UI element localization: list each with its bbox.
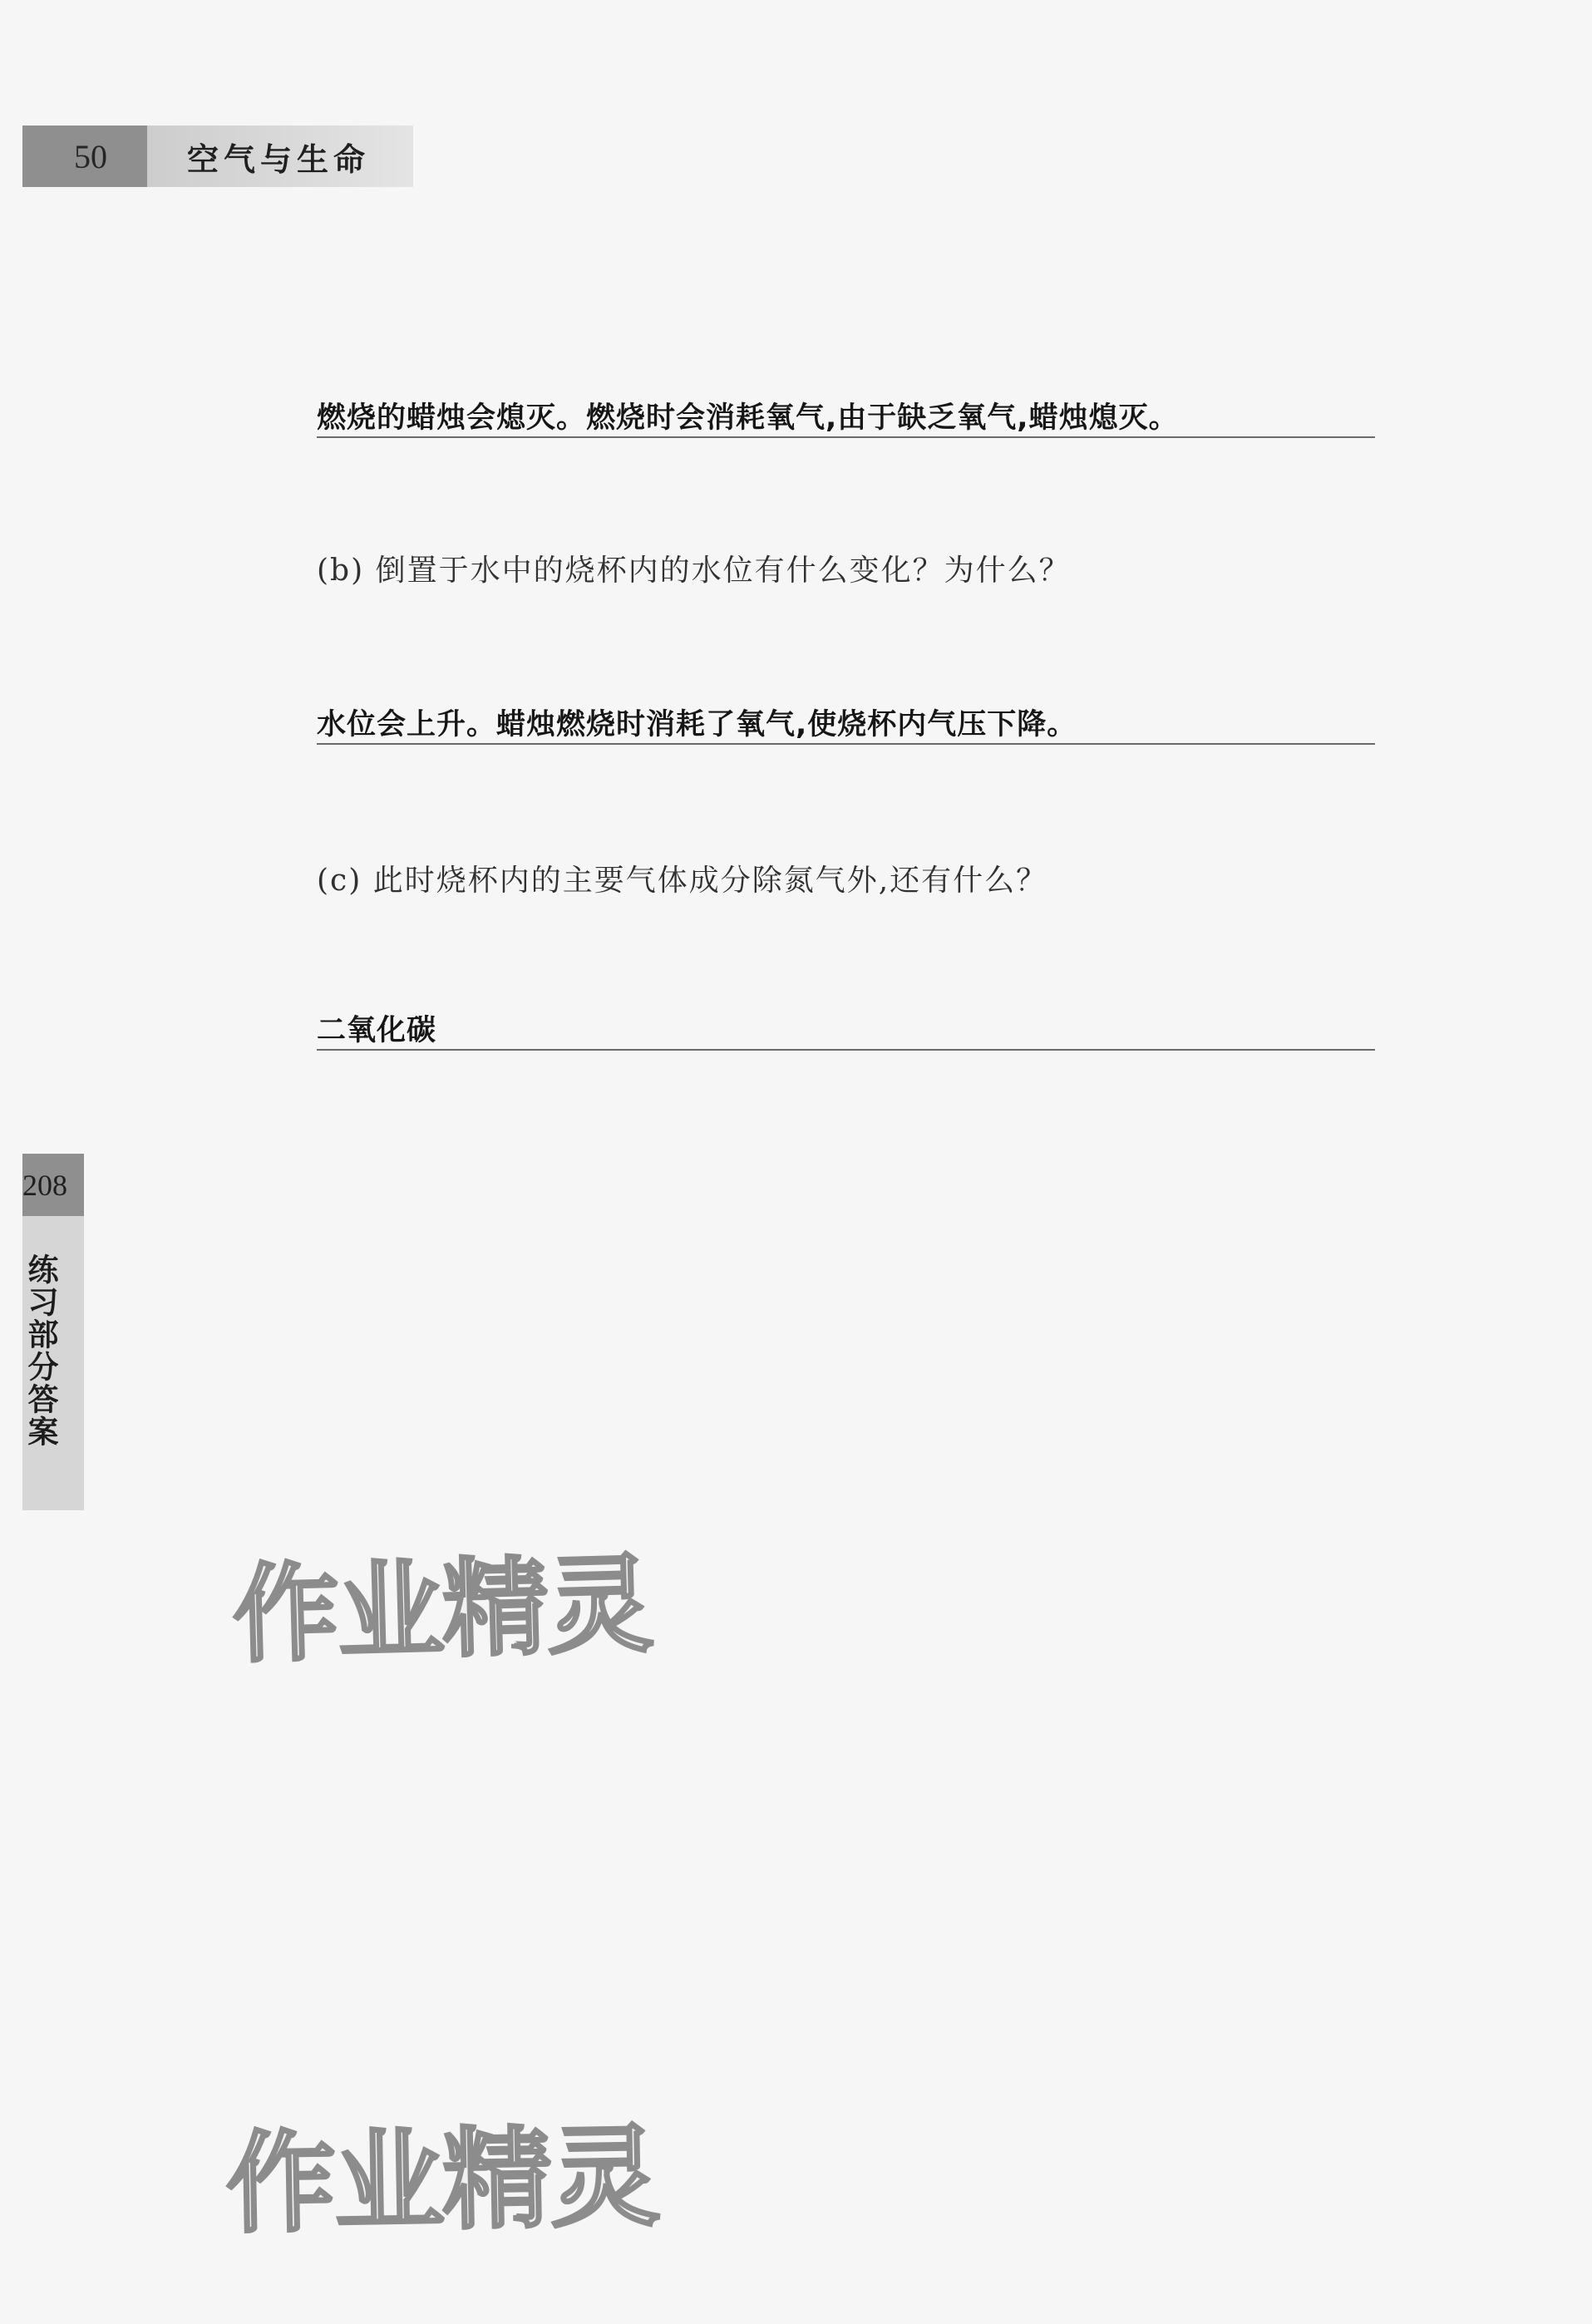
answer-b: 水位会上升。蜡烛燃烧时消耗了氧气,使烧杯内气压下降。	[317, 708, 1375, 745]
answer-a: 燃烧的蜡烛会熄灭。燃烧时会消耗氧气,由于缺乏氧气,蜡烛熄灭。	[317, 401, 1375, 438]
answer-c: 二氧化碳	[317, 1014, 1375, 1051]
question-c: (c) 此时烧杯内的主要气体成分除氮气外,还有什么？	[317, 864, 1048, 898]
watermark-bottom: 作业精灵	[224, 2113, 660, 2249]
watermark-top: 作业精灵	[231, 1543, 653, 1678]
side-tab-section-title: 练习部分答案	[22, 1253, 58, 1448]
header-chapter-title: 空气与生命	[147, 126, 413, 187]
header-page-number: 50	[22, 126, 147, 187]
side-tab-page-number: 208	[22, 1154, 84, 1216]
question-b: (b) 倒置于水中的烧杯内的水位有什么变化？为什么？	[317, 554, 1071, 588]
